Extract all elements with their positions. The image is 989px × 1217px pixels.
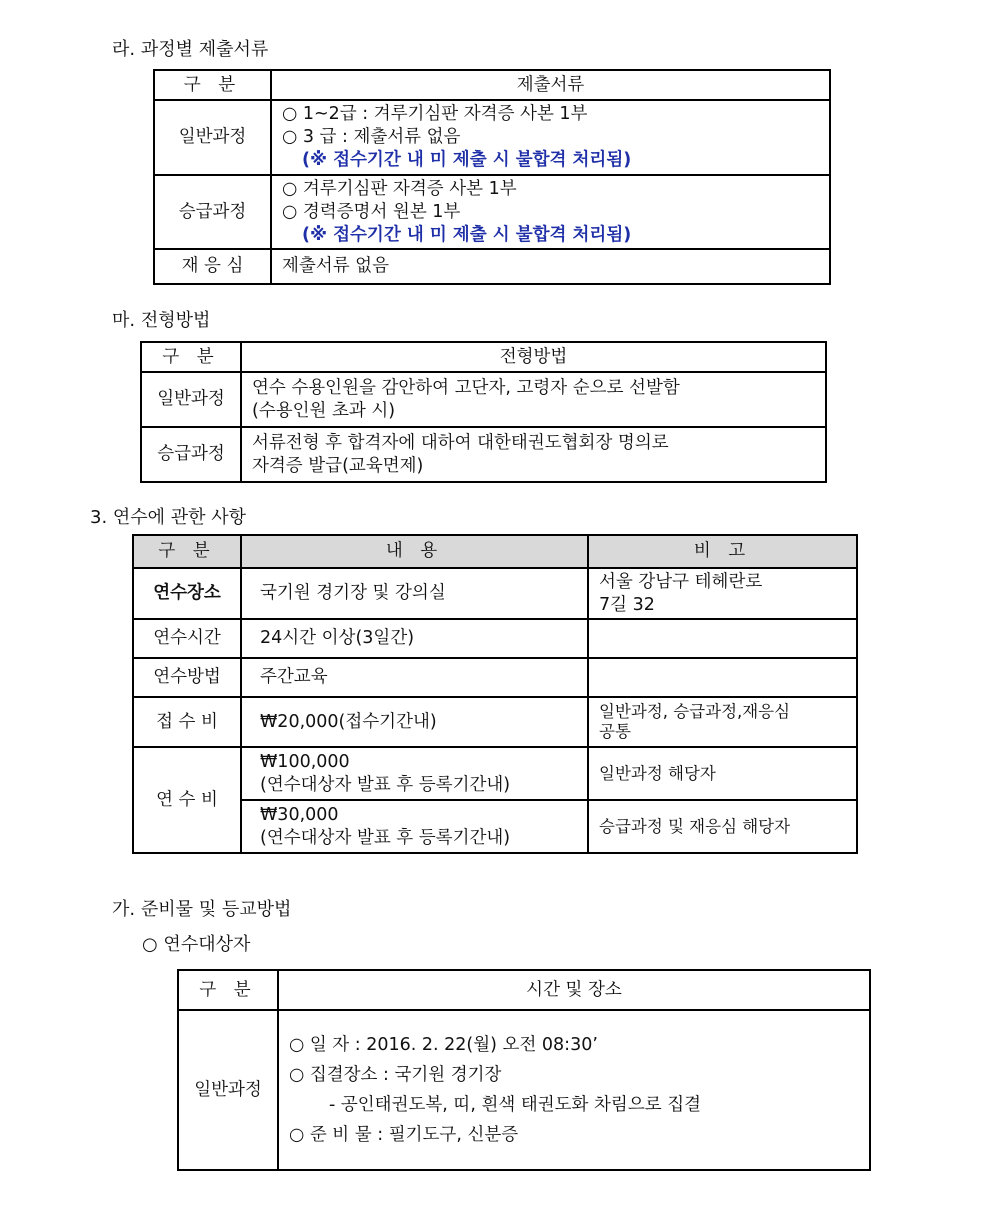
row-label: 연수방법 bbox=[133, 658, 241, 697]
row-label: 연 수 비 bbox=[133, 747, 241, 853]
content-text: (연수대상자 발표 후 등록기간내) bbox=[260, 827, 511, 848]
selection-method-table bbox=[140, 341, 827, 483]
document-line: ○ 1~2급 : 겨루기심판 자격증 사본 1부 bbox=[282, 104, 588, 124]
row-label: 일반과정 bbox=[178, 1010, 278, 1170]
schedule-line: - 공인태권도복, 띠, 흰색 태권도화 차림으로 집결 bbox=[329, 1095, 702, 1115]
schedule-line: ○ 준 비 물 : 필기도구, 신분증 bbox=[289, 1125, 519, 1145]
section-ga-subheading: ○ 연수대상자 bbox=[142, 934, 251, 955]
schedule-line: ○ 일 자 : 2016. 2. 22(월) 오전 08:30’ bbox=[289, 1035, 598, 1055]
method-line: (수용인원 초과 시) bbox=[252, 400, 396, 421]
table-row bbox=[133, 658, 857, 697]
table-row bbox=[133, 747, 857, 800]
content-text: ₩30,000 bbox=[260, 804, 339, 825]
table-row bbox=[133, 800, 857, 853]
training-info-table bbox=[132, 534, 858, 854]
table-row bbox=[154, 175, 830, 249]
table-row bbox=[133, 568, 857, 619]
table-row bbox=[141, 372, 826, 427]
table-header: 전형방법 bbox=[241, 342, 826, 372]
section-ma-heading: 마. 전형방법 bbox=[112, 310, 211, 331]
table-header: 구 분 bbox=[154, 70, 271, 100]
row-label: 재 응 심 bbox=[154, 249, 271, 284]
table-row bbox=[178, 1010, 870, 1170]
content-text: 국기원 경기장 및 강의실 bbox=[260, 583, 446, 603]
content-text: 주간교육 bbox=[260, 667, 328, 687]
submission-documents-table bbox=[153, 69, 831, 285]
schedule-table bbox=[177, 969, 871, 1171]
remark-text: 일반과정 해당자 bbox=[599, 763, 716, 783]
remark-text: 공통 bbox=[599, 722, 631, 741]
table-header: 구 분 bbox=[133, 535, 241, 568]
remark-text: 7길 32 bbox=[599, 594, 655, 615]
table-row bbox=[141, 427, 826, 482]
content-text: ₩100,000 bbox=[260, 751, 350, 772]
table-row bbox=[154, 249, 830, 284]
warning-note: (※ 접수기간 내 미 제출 시 불합격 처리됨) bbox=[302, 224, 632, 245]
remark-text: 서울 강남구 테헤란로 bbox=[599, 571, 763, 592]
method-line: 연수 수용인원을 감안하여 고단자, 고령자 순으로 선발함 bbox=[252, 377, 680, 398]
table-header: 구 분 bbox=[178, 970, 278, 1010]
row-label: 연수시간 bbox=[133, 619, 241, 658]
section-ra-heading: 라. 과정별 제출서류 bbox=[112, 39, 269, 60]
method-line: 자격증 발급(교육면제) bbox=[252, 455, 424, 476]
table-row bbox=[133, 619, 857, 658]
document-line: ○ 경력증명서 원본 1부 bbox=[282, 201, 461, 222]
remark-text: 승급과정 및 재응심 해당자 bbox=[599, 816, 791, 836]
table-header: 내 용 bbox=[241, 535, 588, 568]
document-line: ○ 3 급 : 제출서류 없음 bbox=[282, 127, 461, 147]
section-ga-heading: 가. 준비물 및 등교방법 bbox=[112, 899, 292, 920]
content-text: (연수대상자 발표 후 등록기간내) bbox=[260, 774, 511, 795]
row-label: 접 수 비 bbox=[133, 697, 241, 747]
content-text: 24시간 이상(3일간) bbox=[260, 628, 415, 648]
table-header: 구 분 bbox=[141, 342, 241, 372]
table-row bbox=[133, 697, 857, 747]
remark-text: 일반과정, 승급과정,재응심 bbox=[599, 702, 791, 721]
row-label: 승급과정 bbox=[141, 427, 241, 482]
schedule-line: ○ 집결장소 : 국기원 경기장 bbox=[289, 1065, 502, 1085]
row-label: 일반과정 bbox=[154, 100, 271, 175]
document-line: ○ 겨루기심판 자격증 사본 1부 bbox=[282, 178, 517, 199]
method-line: 서류전형 후 합격자에 대하여 대한태권도협회장 명의로 bbox=[252, 432, 669, 453]
table-header: 시간 및 장소 bbox=[278, 970, 870, 1010]
table-header: 비 고 bbox=[588, 535, 857, 568]
row-label: 승급과정 bbox=[154, 175, 271, 249]
section-3-heading: 3. 연수에 관한 사항 bbox=[90, 507, 247, 528]
table-row bbox=[154, 100, 830, 175]
content-text: ₩20,000(접수기간내) bbox=[260, 711, 437, 732]
document-line: 제출서류 없음 bbox=[282, 256, 389, 276]
table-header: 제출서류 bbox=[271, 70, 830, 100]
row-label: 일반과정 bbox=[141, 372, 241, 427]
row-label: 연수장소 bbox=[133, 568, 241, 619]
warning-note: (※ 접수기간 내 미 제출 시 불합격 처리됨) bbox=[302, 150, 632, 170]
